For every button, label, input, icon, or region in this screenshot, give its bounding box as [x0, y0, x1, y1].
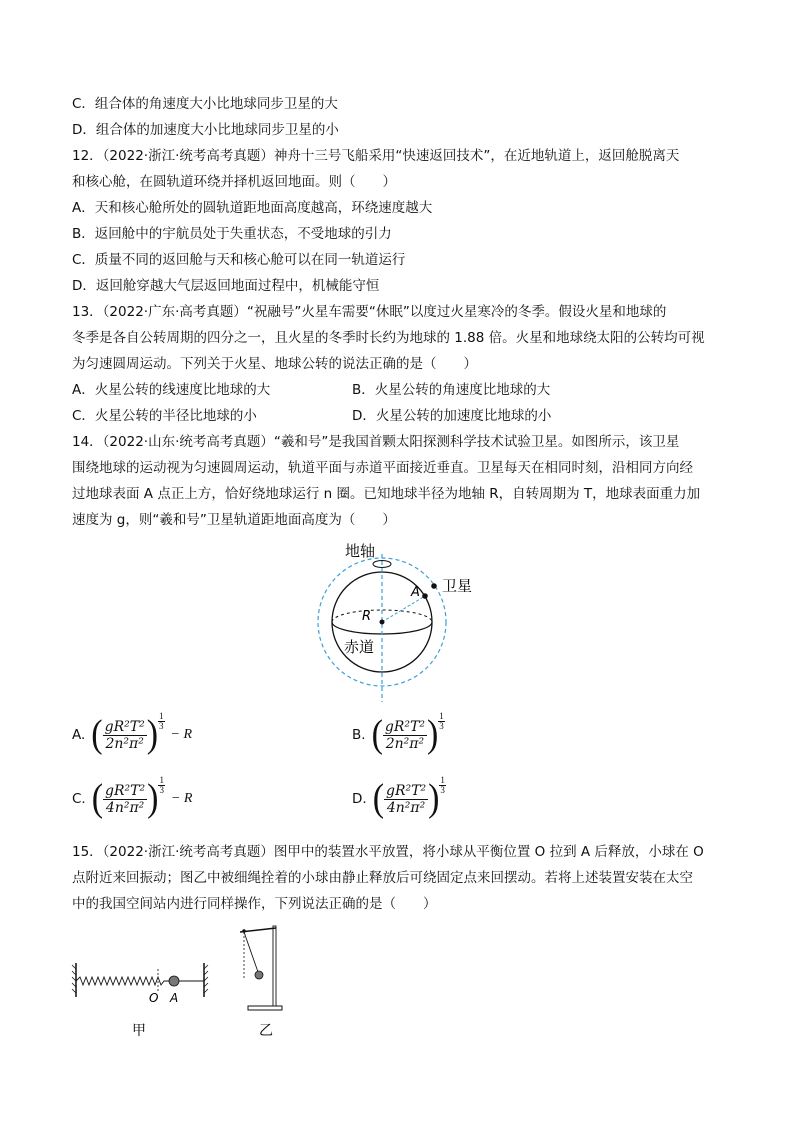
point-a-label: A: [411, 585, 420, 600]
spring: [76, 977, 170, 985]
stand-base: [248, 1006, 282, 1010]
caption-yi: 乙: [259, 1023, 273, 1039]
q11-option-c: C．组合体的角速度大小比地球同步卫星的大: [72, 96, 338, 112]
point-a-dot: [422, 593, 428, 599]
earth-center-dot: [380, 620, 385, 625]
satellite-dot: [431, 583, 437, 589]
axis-label: 地轴: [345, 542, 376, 560]
earth-orbit-figure: [300, 536, 500, 706]
q12-stem-line-2: 和核心舱，在圆轨道环绕并择机返回地面。则（ ）: [72, 174, 396, 190]
q12-stem-line-1: 12．（2022·浙江·统考高考真题）神舟十三号飞船采用“快速返回技术”，在近地轨道上，返回舱脱离天: [72, 148, 680, 164]
equator-label: 赤道: [344, 638, 375, 656]
q15-stem-line-2: 点附近来回振动；图乙中被细绳拴着的小球由静止释放后可绕固定点来回摆动。若将上述装置安装在太空: [72, 870, 693, 886]
radius-label: R: [362, 609, 372, 624]
q11-option-d: D．组合体的加速度大小比地球同步卫星的小: [72, 122, 339, 138]
q14-option-a: A. ( $\frac{\text{gR²T²}}{\text{2n²π²}}$ ) $\frac{1}{3}$ − R: [72, 711, 193, 756]
q12-option-c: C．质量不同的返回舱与天和核心舱可以在同一轨道运行: [72, 252, 406, 268]
q15-stem-line-3: 中的我国空间站内进行同样操作，下列说法正确的是（ ）: [72, 896, 437, 912]
q13-option-c: C．火星公转的半径比地球的小: [72, 408, 257, 424]
pendulum-bob: [255, 971, 263, 979]
ball: [169, 976, 179, 986]
satellite-label: 卫星: [442, 577, 473, 595]
q13-option-d: D．火星公转的加速度比地球的小: [352, 408, 552, 424]
q14-option-b: B. ( $\frac{\text{gR²T²}}{\text{2n²π²}}$ ) $\frac{1}{3}$: [352, 711, 444, 756]
label-o: O: [149, 991, 159, 1005]
string: [244, 932, 258, 972]
label-a: A: [170, 991, 179, 1005]
q13-option-a: A．火星公转的线速度比地球的大: [72, 382, 271, 398]
q13-option-b: B．火星公转的角速度比地球的大: [352, 382, 551, 398]
q13-stem-line-3: 为匀速圆周运动。下列关于火星、地球公转的说法正确的是（ ）: [72, 356, 477, 372]
q13-stem-line-2: 冬季是各自公转周期的四分之一，且火星的冬季时长约为地球的 1.88 倍。火星和地球绕太阳的公转均可视: [72, 330, 705, 346]
q12-option-a: A．天和核心舱所处的圆轨道距地面高度越高，环绕速度越大: [72, 200, 433, 216]
stand-post: [273, 926, 276, 1006]
q15-stem-line-1: 15．（2022·浙江·统考高考真题）图甲中的装置水平放置，将小球从平衡位置 O 拉到 A 后释放，小球在 O: [72, 844, 704, 860]
spring-oscillator-figure: [70, 955, 220, 1040]
pendulum-figure: [230, 918, 300, 1040]
q12-option-d: D．返回舱穿越大气层返回地面过程中，机械能守恒: [72, 278, 380, 294]
q12-option-b: B．返回舱中的宇航员处于失重状态，不受地球的引力: [72, 226, 392, 242]
q14-stem-line-3: 过地球表面 A 点正上方，恰好绕地球运行 n 圈。已知地球半径为地轴 R，自转周期为 T，地球表面重力加: [72, 486, 701, 502]
q14-option-c: C. ( $\frac{\text{gR²T²}}{\text{4n²π²}}$ ) $\frac{1}{3}$ − R: [72, 775, 193, 820]
q14-option-d: D. ( $\frac{\text{gR²T²}}{\text{4n²π²}}$ ) $\frac{1}{3}$: [352, 775, 445, 820]
q14-stem-line-2: 围绕地球的运动视为匀速圆周运动，轨道平面与赤道平面接近垂直。卫星每天在相同时刻，沿相同方向经: [72, 460, 693, 476]
caption-jia: 甲: [132, 1023, 146, 1039]
q13-stem-line-1: 13．（2022·广东·高考真题）“祝融号”火星车需要“休眠”以度过火星寒冷的冬季。假设火星和地球的: [72, 304, 667, 320]
q14-stem-line-1: 14．（2022·山东·统考高考真题）“羲和号”是我国首颗太阳探测科学技术试验卫星。如图所示，该卫星: [72, 434, 680, 450]
q14-stem-line-4: 速度为 g，则“羲和号”卫星轨道距地面高度为（ ）: [72, 512, 396, 528]
